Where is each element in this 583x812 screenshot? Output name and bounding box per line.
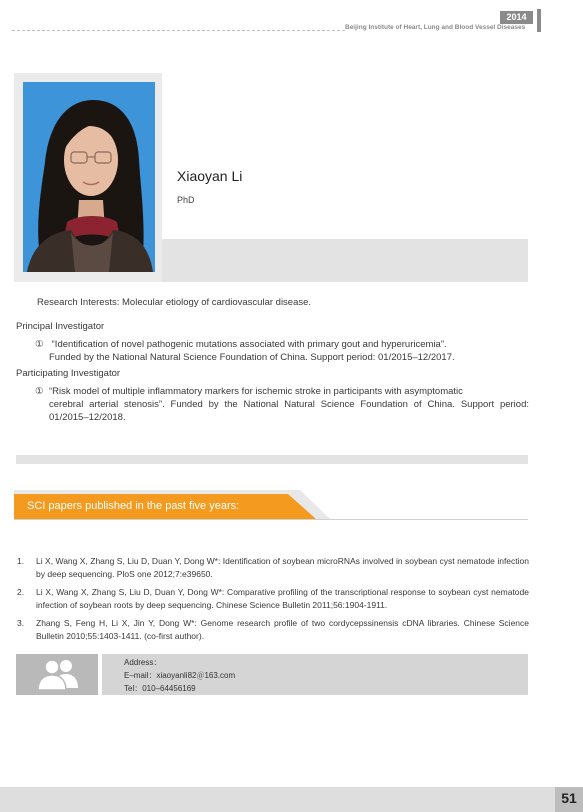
paper-number: 3.: [17, 618, 25, 628]
institute-name: Beijing Institute of Heart, Lung and Blood Vessel Diseases: [345, 24, 526, 31]
grant-title: “Identification of novel pathogenic mutations associated with primary gout and hyperuricemia”.: [49, 339, 447, 350]
contact-address: Address：: [124, 658, 162, 667]
contact-phone: Tel：010–64456169: [124, 684, 196, 693]
paper-item: [17, 555, 529, 580]
paper-item: [17, 586, 529, 611]
person-name: Xiaoyan Li: [177, 168, 243, 184]
paper-citation: Zhang S, Feng H, Li X, Jin Y, Dong W*: Genome research profile of two cordycepssinensis cDNA libraries. Chinese Science Bulletin 2010;55:1403-1411. (co-first author).: [36, 618, 529, 641]
paper-number: 1.: [17, 556, 25, 566]
paper-citation: Li X, Wang X, Zhang S, Liu D, Duan Y, Dong W*: Comparative profiling of the transcriptional response to soybean cyst nematode infection of soybean roots by deep sequencing. Chinese Science Bulletin 2011;56:1904-1911.: [36, 587, 529, 610]
header-divider: [12, 30, 345, 31]
grant-title: “Risk model of multiple inflammatory markers for ischemic stroke in participants with asymptomatic: [49, 386, 463, 397]
participating-investigator-label: Participating Investigator: [16, 368, 121, 379]
grant-marker: ①: [35, 386, 44, 397]
contacts-icon: [16, 654, 98, 695]
paper-citation: Li X, Wang X, Zhang S, Liu D, Duan Y, Dong W*: Identification of soybean microRNAs involved in soybean cyst nematode infection by deep sequencing. PloS one 2012;7:e39650.: [36, 556, 529, 579]
grant-marker: ①: [35, 339, 44, 350]
principal-investigator-label: Principal Investigator: [16, 321, 105, 332]
contacts-icon-box: [16, 654, 98, 695]
portrait-photo: [23, 82, 155, 272]
header-accent-bar: [537, 9, 541, 32]
banner-rule: [14, 519, 528, 520]
grant-details: cerebral arterial stenosis”. Funded by the National Natural Science Foundation of China. Support period: 01/2015–12/2018.: [49, 399, 529, 423]
footer-bar: [0, 787, 583, 812]
profile-band: [162, 239, 528, 282]
section-divider: [16, 455, 528, 464]
research-interests: Research Interests: Molecular etiology of cardiovascular disease.: [37, 297, 312, 308]
principal-grant: [35, 338, 529, 364]
year-badge: 2014: [500, 11, 533, 24]
contact-email[interactable]: E–mail：xiaoyanli82＠163.com: [124, 671, 236, 680]
papers-section-title: SCI papers published in the past five years:: [27, 500, 240, 512]
grant-details: Funded by the National Natural Science Foundation of China. Support period: 01/2015–12/2017.: [49, 352, 455, 363]
paper-item: [17, 617, 529, 642]
page-number: 51: [561, 790, 577, 806]
paper-number: 2.: [17, 587, 25, 597]
person-degree: PhD: [177, 195, 195, 205]
participating-grant: [35, 385, 529, 424]
